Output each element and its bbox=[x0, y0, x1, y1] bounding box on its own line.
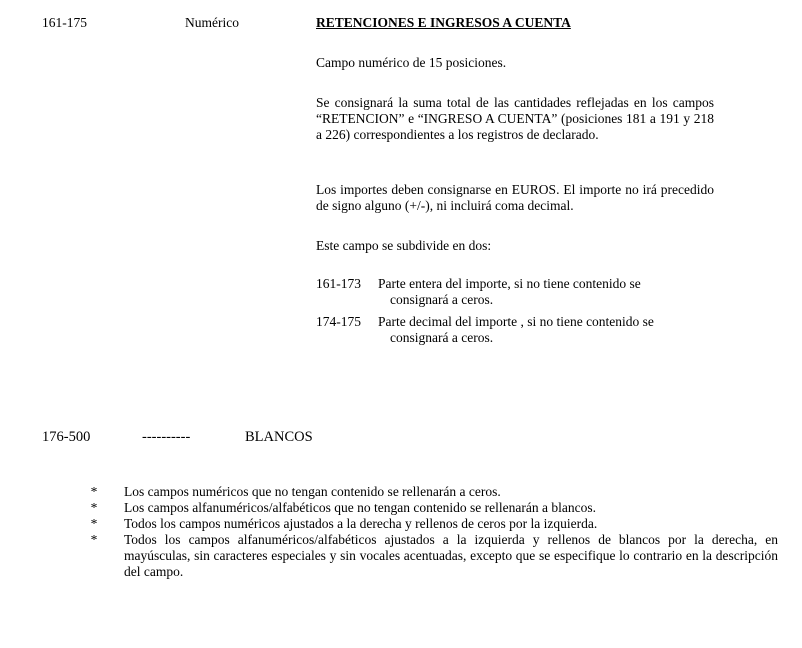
note-item bbox=[84, 500, 778, 516]
field-position-code: 161-175 bbox=[42, 15, 87, 30]
field-title: RETENCIONES E INGRESOS A CUENTA bbox=[316, 15, 571, 30]
note-item bbox=[84, 516, 778, 532]
bullet-icon: * bbox=[90, 532, 98, 547]
note-text: Los campos numéricos que no tengan contenido se rellenarán a ceros. bbox=[124, 484, 501, 499]
subfield-description-line1: Parte decimal del importe , si no tiene contenido se bbox=[378, 314, 654, 329]
subfield-row bbox=[316, 314, 714, 346]
subfield-description-line2: consignará a ceros. bbox=[390, 292, 494, 307]
note-text: Todos los campos numéricos ajustados a la derecha y rellenos de ceros por la izquierda. bbox=[124, 516, 598, 531]
field-type: Numérico bbox=[185, 15, 239, 30]
field-title: BLANCOS bbox=[245, 429, 313, 445]
subfield-code: 174-175 bbox=[316, 314, 361, 329]
note-item bbox=[84, 484, 778, 500]
note-item bbox=[84, 532, 778, 580]
subfield-code: 161-173 bbox=[316, 276, 361, 291]
field-description-sum: Se consignará la suma total de las cantidades reflejadas en los campos “RETENCION” e “INGRESO A CUENTA” (posiciones 181 a 191 y 218 a 226) correspondientes a los registros de declarado. bbox=[316, 95, 714, 142]
note-text: Los campos alfanuméricos/alfabéticos que no tengan contenido se rellenarán a blancos. bbox=[124, 500, 596, 515]
subfield-description bbox=[378, 276, 714, 308]
field-description-subdivide: Este campo se subdivide en dos: bbox=[316, 238, 492, 253]
subfield-description bbox=[378, 314, 714, 346]
bullet-icon: * bbox=[90, 516, 98, 531]
subfield-description-line1: Parte entera del importe, si no tiene contenido se bbox=[378, 276, 641, 291]
field-description-length: Campo numérico de 15 posiciones. bbox=[316, 55, 507, 70]
field-description-currency: Los importes deben consignarse en EUROS. El importe no irá precedido de signo alguno (+/-), ni incluirá coma decimal. bbox=[316, 182, 714, 213]
field-type-dashes: ---------- bbox=[142, 429, 191, 445]
bullet-icon: * bbox=[90, 484, 98, 499]
bullet-icon: * bbox=[90, 500, 98, 515]
subfield-row bbox=[316, 276, 714, 308]
field-position-code: 176-500 bbox=[42, 429, 91, 445]
note-text: Todos los campos alfanuméricos/alfabéticos ajustados a la izquierda y rellenos de blancos por la derecha, en mayúsculas, sin caracteres especiales y sin vocales acentuadas, excepto que se especifique lo contrario en la descripción del campo. bbox=[124, 532, 778, 579]
subfield-description-line2: consignará a ceros. bbox=[390, 330, 494, 345]
